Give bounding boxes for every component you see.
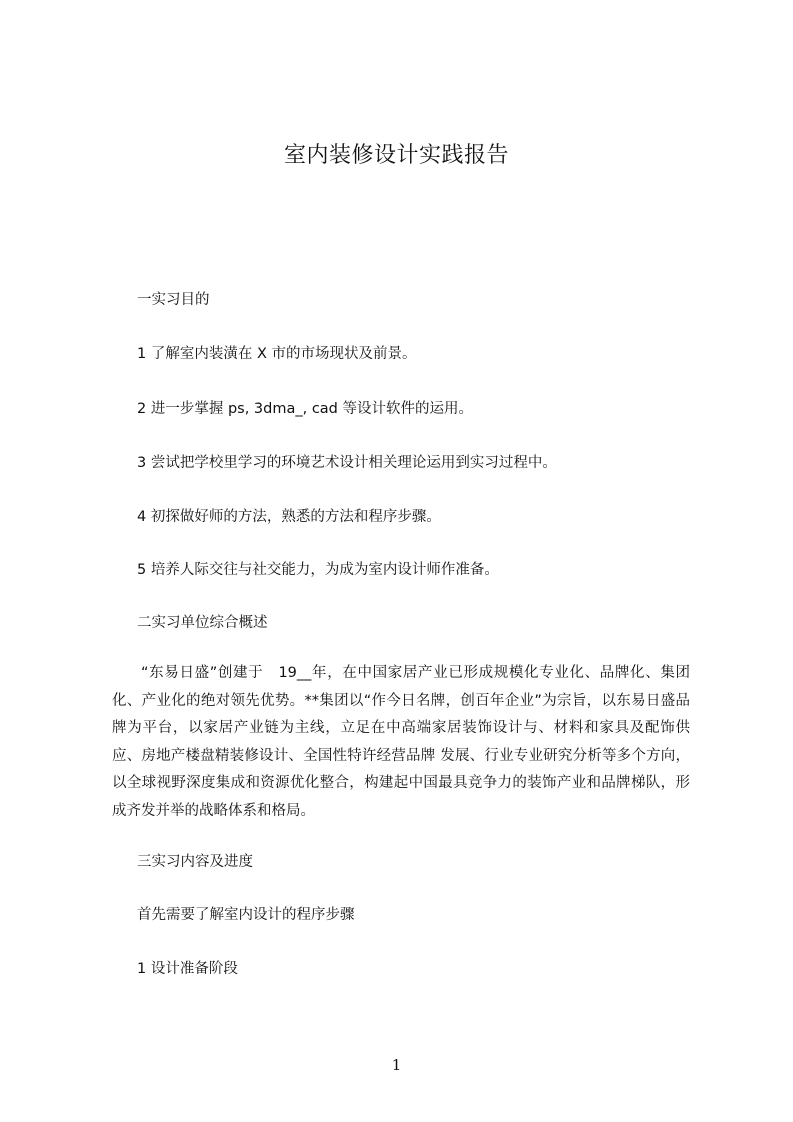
list-item: 3 尝试把学校里学习的环境艺术设计相关理论运用到实习过程中。 bbox=[137, 455, 557, 471]
section-heading-content-progress: 三实习内容及进度 bbox=[137, 854, 253, 870]
section-heading-company-overview: 二实习单位综合概述 bbox=[137, 615, 268, 631]
list-item: 1 了解室内装潢在 X 市的市场现状及前景。 bbox=[137, 346, 417, 362]
list-item: 5 培养人际交往与社交能力，为成为室内设计师作准备。 bbox=[137, 562, 499, 578]
subsection-heading: 1 设计准备阶段 bbox=[137, 961, 238, 977]
list-item: 2 进一步掌握 ps, 3dma_, cad 等设计软件的运用。 bbox=[137, 401, 473, 417]
list-item: 4 初探做好师的方法，熟悉的方法和程序步骤。 bbox=[137, 509, 441, 525]
body-line: 首先需要了解室内设计的程序步骤 bbox=[137, 907, 355, 923]
document-title: 室内装修设计实践报告 bbox=[283, 143, 509, 168]
page-number: 1 bbox=[391, 1056, 402, 1074]
company-overview-paragraph: “东易日盛”创建于 19__年，在中国家居产业已形成规模化专业化、品牌化、集团化、产业化的绝对领先优势。**集团以“作今日名牌，创百年企业”为宗旨，以东易日盛品牌为平台，以家居产业链为主线，立足在中高端家居装饰设计与、材料和家具及配饰供应、房地产楼盘精装修设计、全国性特许经营品牌 发展、行业专业研究分析等多个方向，以全球视野深度集成和资源优化整合，构建起中国最具竞争力的装饰产业和品牌梯队，形成齐发并举的战略体系和格局。 bbox=[112, 665, 690, 819]
section-heading-objectives: 一实习目的 bbox=[137, 292, 210, 308]
